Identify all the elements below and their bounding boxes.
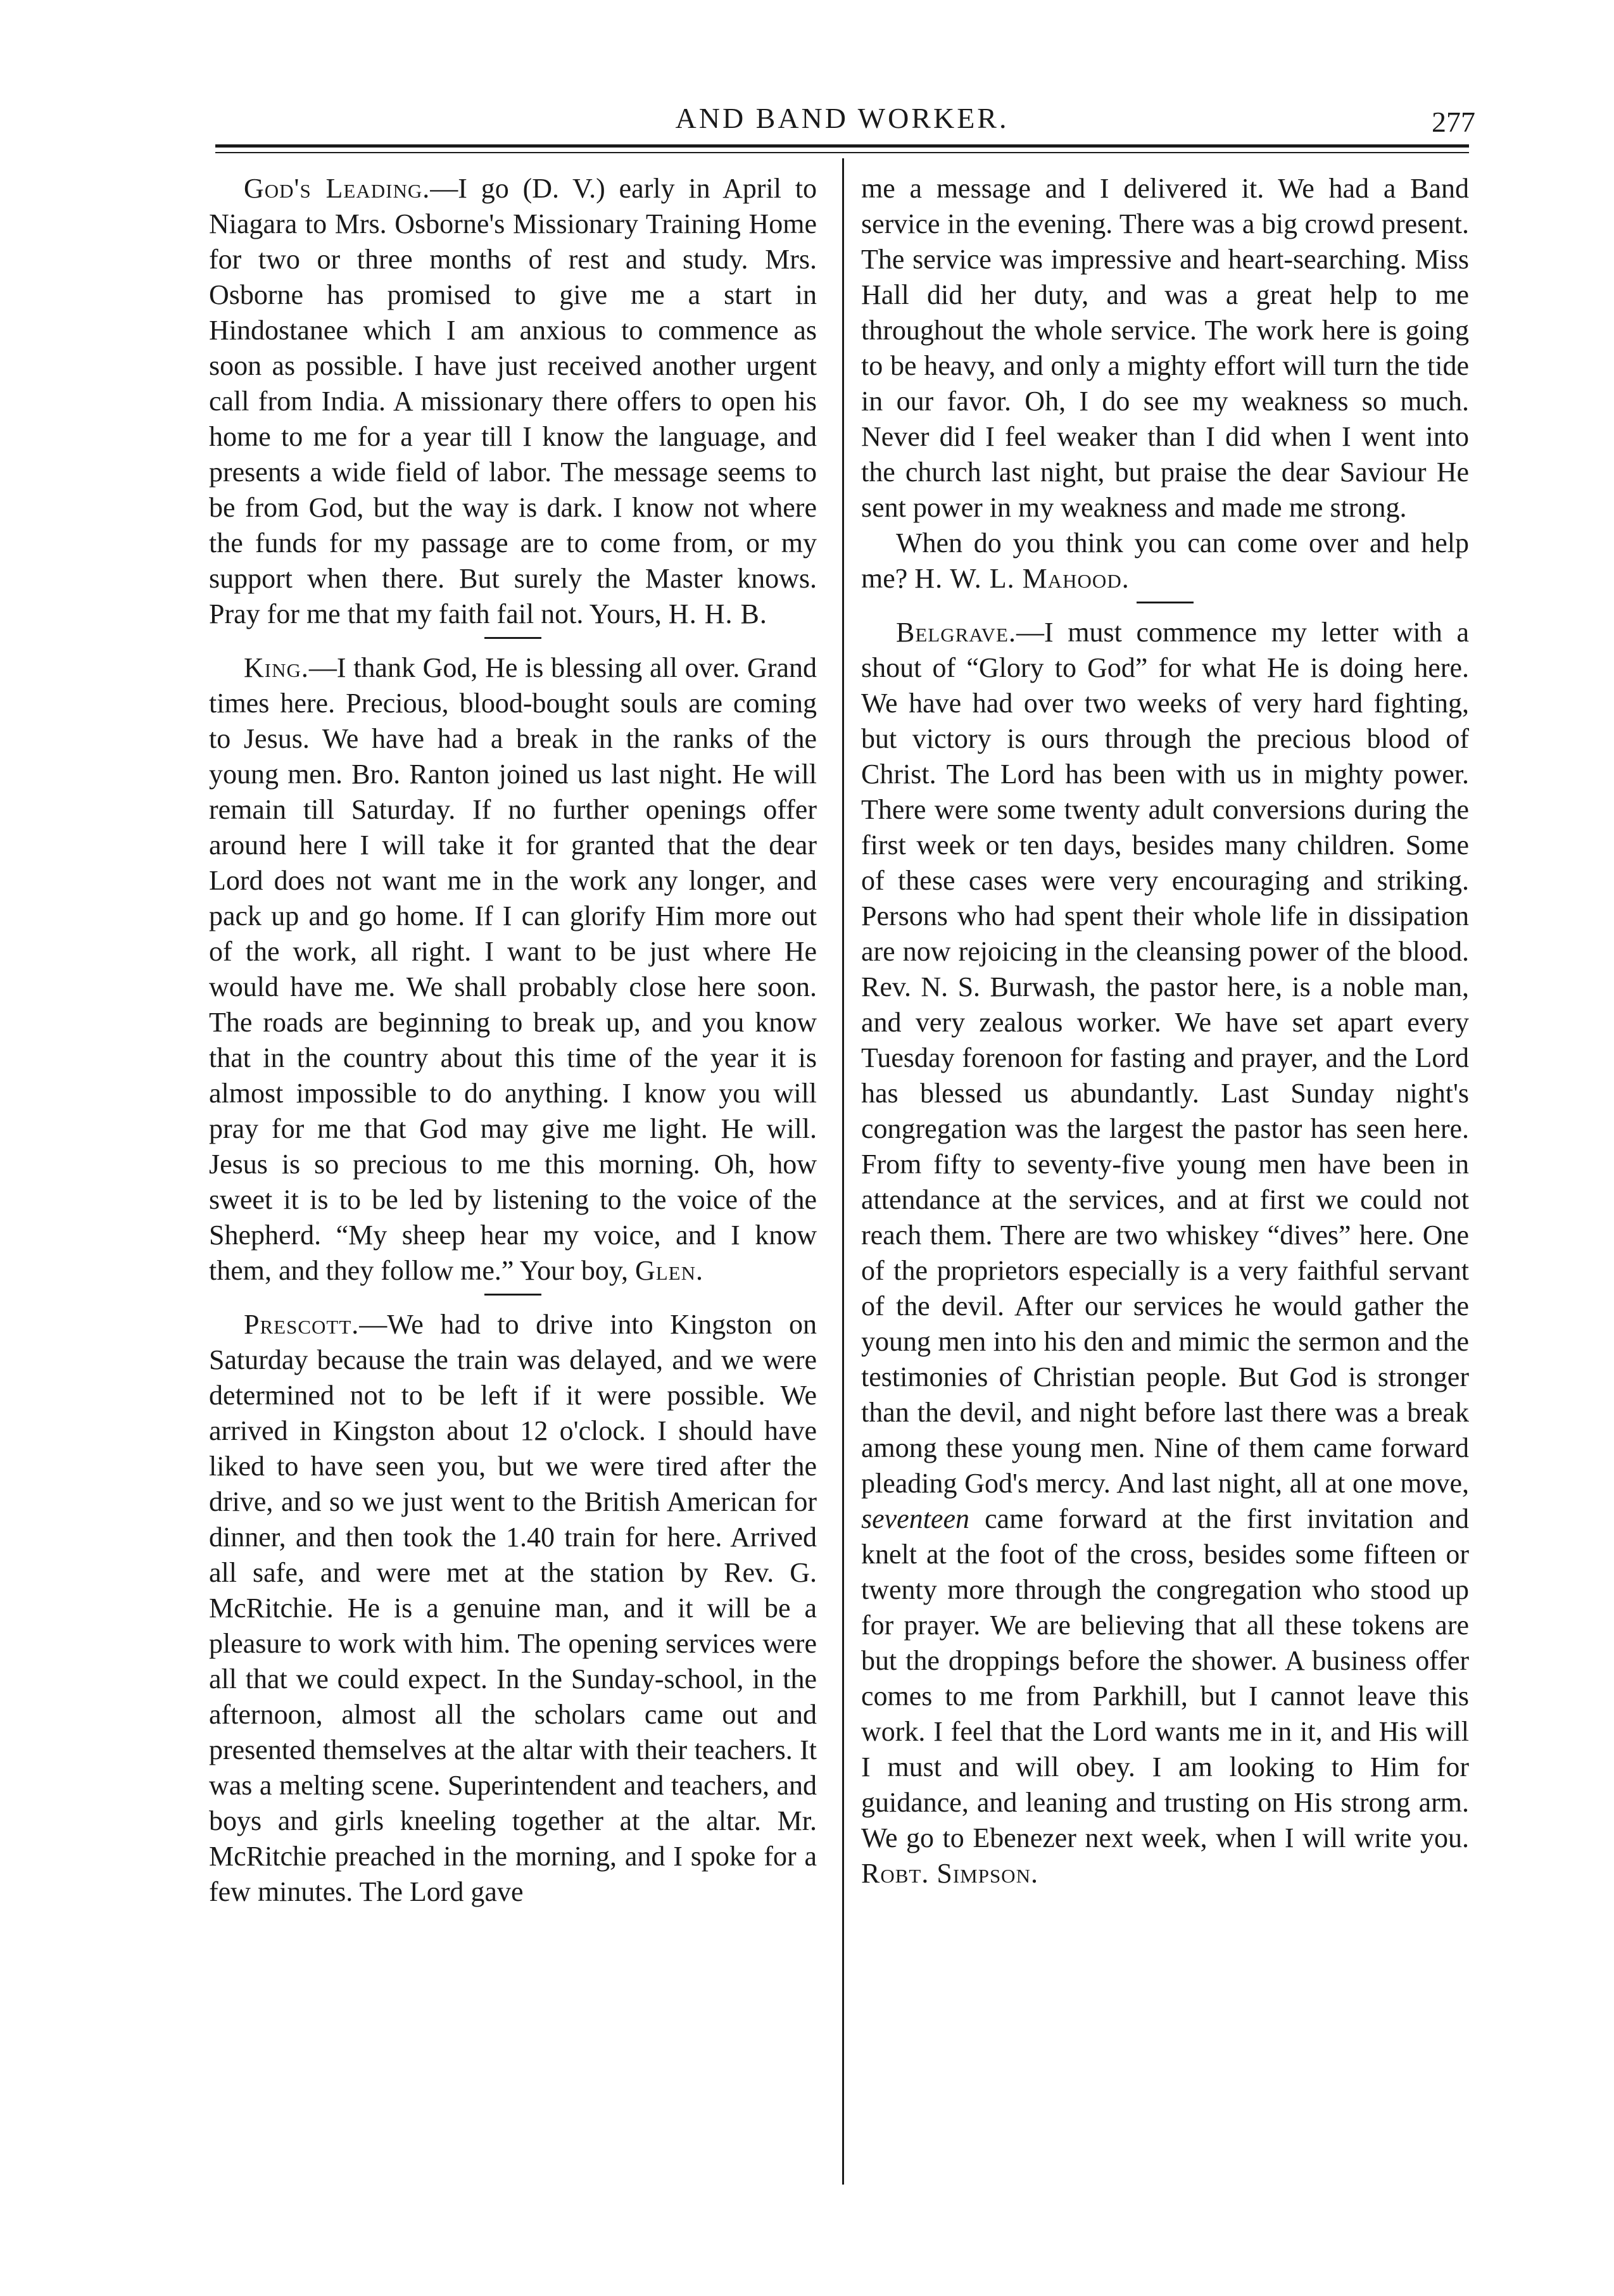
right-column <box>861 171 1469 1891</box>
letter-separator <box>484 1294 541 1296</box>
letter-belgrave <box>861 615 1469 1891</box>
page-header <box>215 101 1475 158</box>
letter-body: —I thank God, He is blessing all over. Grand times here. Precious, blood-bought souls are coming to Jesus. We have had a break in the ranks of the young men. Bro. Ranton joined us last night. He will remain till Saturday. If no further openings offer around here I will take it for granted that the dear Lord does not want me in the work any longer, and pack up and go home. If I can glorify Him more out of the work, all right. I want to be just where He would have me. We shall probably close here soon. The roads are beginning to break up, and you know that in the country about this time of the year it is almost impossible to do anything. I know you will pray for me that God may give me light. He will. Jesus is so precious to me this morning. Oh, how sweet it is to be led by listening to the voice of the Shepherd. “My sheep hear my voice, and I know them, and they follow me.” Your boy, <box>209 652 817 1286</box>
letter-paragraph <box>209 171 817 632</box>
letter-body: me a message and I delivered it. We had a Band service in the evening. There was a big crowd present. The service was impressive and heart-searching. Miss Hall did her duty, and was a great help to me throughout the whole service. The work here is going to be heavy, and only a mighty effort will turn the tide in our favor. Oh, I do see my weakness so much. Never did I feel weaker than I did when I went into the church last night, but praise the dear Saviour He sent power in my weakness and made me strong. <box>861 173 1469 523</box>
letter-place: Prescott. <box>244 1309 360 1340</box>
letter-king <box>209 650 817 1289</box>
header-rule-thick <box>215 144 1469 148</box>
page-number: 277 <box>1432 106 1475 138</box>
letter-gods-leading <box>209 171 817 632</box>
letter-place: God's Leading. <box>244 173 431 204</box>
left-column <box>209 171 817 1910</box>
letter-signature: H. W. L. Mahood. <box>914 563 1130 594</box>
letter-separator <box>1137 602 1194 603</box>
column-divider <box>842 158 844 2185</box>
letter-prescott-continued <box>861 171 1469 596</box>
letter-paragraph <box>861 171 1469 526</box>
letter-signature: H. H. B. <box>668 598 767 629</box>
letter-closing: When do you think you can come over and help me? <box>861 527 1469 594</box>
letter-closing-paragraph <box>861 526 1469 596</box>
letter-body: —We had to drive into Kingston on Saturday because the train was delayed, and we were determined not to be left if it were possible. We arrived in Kingston about 12 o'clock. I should have liked to have seen you, but we were tired after the drive, and so we just went to the British American for dinner, and then took the 1.40 train for here. Arrived all safe, and were met at the station by Rev. G. McRitchie. He is a genuine man, and it will be a pleasure to work with him. The opening services were all that we could expect. In the Sunday-school, in the afternoon, almost all the scholars came out and presented themselves at the altar with their teachers. It was a melting scene. Superintendent and teachers, and boys and girls kneeling together at the altar. Mr. McRitchie preached in the morning, and I spoke for a few minutes. The Lord gave <box>209 1309 817 1907</box>
letter-paragraph <box>209 650 817 1289</box>
letter-signature: Glen. <box>634 1255 704 1286</box>
letter-signature: Robt. Simpson. <box>861 1858 1038 1889</box>
letter-place: King. <box>244 652 309 683</box>
letter-separator <box>484 637 541 639</box>
letter-body-continued: came forward at the first invitation and knelt at the foot of the cross, besides some fifteen or twenty more through the congregation who stood up for prayer. We are believing that all these tokens are but the droppings before the shower. A business offer comes to me from Parkhill, but I cannot leave this work. I feel that the Lord wants me in it, and His will I must and will obey. I am looking to Him for guidance, and leaning and trusting on His strong arm. We go to Ebenezer next week, when I will write you. <box>861 1503 1470 1853</box>
running-title: AND BAND WORKER. <box>675 102 1009 134</box>
header-rule-thin <box>215 152 1469 153</box>
letter-emphasis: seventeen <box>861 1503 969 1534</box>
letter-body: —I must commence my letter with a shout of “Glory to God” for what He is doing here. We have had over two weeks of very hard fighting, but victory is ours through the precious blood of Christ. The Lord has been with us in mighty power. There were some twenty adult conversions during the first week or ten days, besides many children. Some of these cases were very encouraging and striking. Persons who had spent their whole life in dissipation are now rejoicing in the cleansing power of the blood. Rev. N. S. Burwash, the pastor here, is a noble man, and very zealous worker. We have set apart every Tuesday forenoon for fasting and prayer, and the Lord has blessed us abundantly. Last Sunday night's congregation was the largest the pastor has seen here. From fifty to seventy-five young men have been in attendance at the services, and at first we could not reach them. There are two whiskey “dives” here. One of the proprietors especially is a very faithful servant of the devil. After our services he would gather the young men into his den and mimic the sermon and the testimonies of Christian people. But God is stronger than the devil, and night before last there was a break among these young men. Nine of them came forward pleading God's mercy. And last night, all at one move, <box>861 617 1469 1499</box>
letter-body: —I go (D. V.) early in April to Niagara to Mrs. Osborne's Missionary Training Home for two or three months of rest and study. Mrs. Osborne has promised to give me a start in Hindostanee which I am anxious to commence as soon as possible. I have just received another urgent call from India. A missionary there offers to open his home to me for a year till I know the language, and presents a wide field of labor. The message seems to be from God, but the way is dark. I know not where the funds for my passage are to come from, or my support when there. But surely the Master knows. Pray for me that my faith fail not. Yours, <box>209 173 817 629</box>
letter-prescott <box>209 1307 817 1910</box>
letter-paragraph <box>861 615 1469 1891</box>
letter-place: Belgrave. <box>896 617 1016 648</box>
letter-paragraph <box>209 1307 817 1910</box>
